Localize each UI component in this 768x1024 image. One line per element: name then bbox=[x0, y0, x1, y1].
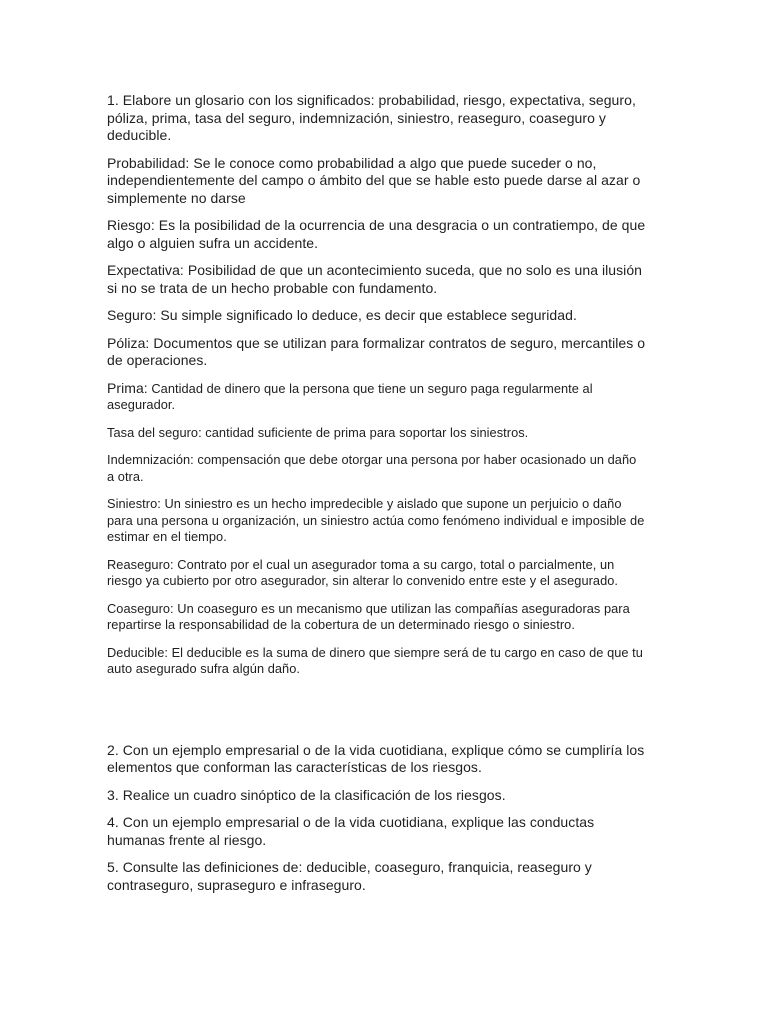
glossary-definition: Es la posibilidad de la ocurrencia de una desgracia o un contratiempo, de que algo o alguien sufra un accidente. bbox=[107, 217, 646, 251]
glossary-definition: Posibilidad de que un acontecimiento suceda, que no solo es una ilusión si no se trata de un hecho probable con fundamento. bbox=[107, 262, 643, 296]
glossary-definition: Un siniestro es un hecho impredecible y aislado que supone un perjuicio o daño para una persona u organización, un siniestro actúa como fenómeno individual e imposible de estimar en el tiempo. bbox=[107, 496, 645, 544]
glossary-term: Seguro: bbox=[107, 307, 157, 323]
glossary-definition: Su simple significado lo deduce, es decir que establece seguridad. bbox=[156, 307, 577, 323]
glossary-term: Siniestro: bbox=[107, 496, 161, 511]
glossary-term: Tasa del seguro: bbox=[107, 424, 202, 440]
glossary-definition: Contrato por el cual un asegurador toma a su cargo, total o parcialmente, un riesgo ya cubierto por otro asegurador, sin alterar lo convenido entre este y el asegurado. bbox=[107, 556, 619, 588]
glossary-definition: compensación que debe otorgar una persona por haber ocasionado un daño a otra. bbox=[107, 452, 637, 484]
glossary-definition: Cantidad de dinero que la persona que tiene un seguro paga regularmente al asegurador. bbox=[107, 380, 593, 412]
glossary-entry-prima bbox=[107, 380, 647, 414]
question-4: 4. Con un ejemplo empresarial o de la vida cuotidiana, explique las conductas humanas frente al riesgo. bbox=[107, 814, 595, 848]
glossary-term: Deducible: bbox=[107, 644, 168, 660]
glossary-term: Probabilidad: bbox=[107, 154, 190, 171]
glossary-term: Indemnización: bbox=[107, 452, 194, 467]
glossary-entry-indemnizacion bbox=[107, 452, 647, 485]
glossary-entry-coaseguro bbox=[107, 601, 647, 634]
document-page bbox=[107, 92, 647, 894]
glossary-definition: cantidad suficiente de prima para soportar los siniestros. bbox=[201, 424, 529, 440]
glossary-entry-seguro bbox=[107, 307, 647, 325]
blank-space bbox=[107, 678, 647, 742]
glossary-term: Prima: bbox=[107, 379, 148, 396]
glossary-entry-expectativa bbox=[107, 262, 647, 297]
glossary-term: Expectativa: bbox=[107, 262, 184, 278]
glossary-entry-probabilidad bbox=[107, 155, 647, 208]
glossary-entry-riesgo bbox=[107, 217, 647, 252]
glossary-term: Coaseguro: bbox=[107, 600, 174, 616]
glossary-definition: Documentos que se utilizan para formalizar contratos de seguro, mercantiles o de operaciones. bbox=[107, 334, 646, 368]
glossary-entry-tasa-del-seguro bbox=[107, 425, 647, 442]
question-5: 5. Consulte las definiciones de: deducible, coaseguro, franquicia, reaseguro y contraseguro, supraseguro e infraseguro. bbox=[107, 859, 592, 893]
glossary-term: Póliza: bbox=[107, 334, 150, 351]
glossary-term: Riesgo: bbox=[107, 217, 155, 233]
glossary-term: Reaseguro: bbox=[107, 556, 174, 572]
glossary-entry-deducible bbox=[107, 645, 647, 678]
glossary-definition: El deducible es la suma de dinero que siempre será de tu cargo en caso de que tu auto asegurado sufra algún daño. bbox=[107, 644, 643, 676]
glossary-definition: Se le conoce como probabilidad a algo que puede suceder o no, independientemente del campo o ámbito del que se hable esto puede darse al azar o simplemente no darse bbox=[107, 154, 641, 206]
glossary-definition: Un coaseguro es un mecanismo que utilizan las compañías aseguradoras para repartirse la responsabilidad de la cobertura de un determinado riesgo o siniestro. bbox=[107, 600, 630, 632]
glossary-entry-reaseguro bbox=[107, 557, 647, 590]
glossary-entry-siniestro bbox=[107, 496, 647, 546]
question-2: 2. Con un ejemplo empresarial o de la vida cuotidiana, explique cómo se cumpliría los elementos que conforman las características de los riesgos. bbox=[107, 741, 645, 775]
question-3: 3. Realice un cuadro sinóptico de la clasificación de los riesgos. bbox=[107, 786, 506, 803]
glossary-entry-poliza bbox=[107, 335, 647, 370]
question-1: 1. Elabore un glosario con los significados: probabilidad, riesgo, expectativa, seguro, póliza, prima, tasa del seguro, indemnización, siniestro, reaseguro, coaseguro y deducible. bbox=[107, 92, 636, 143]
